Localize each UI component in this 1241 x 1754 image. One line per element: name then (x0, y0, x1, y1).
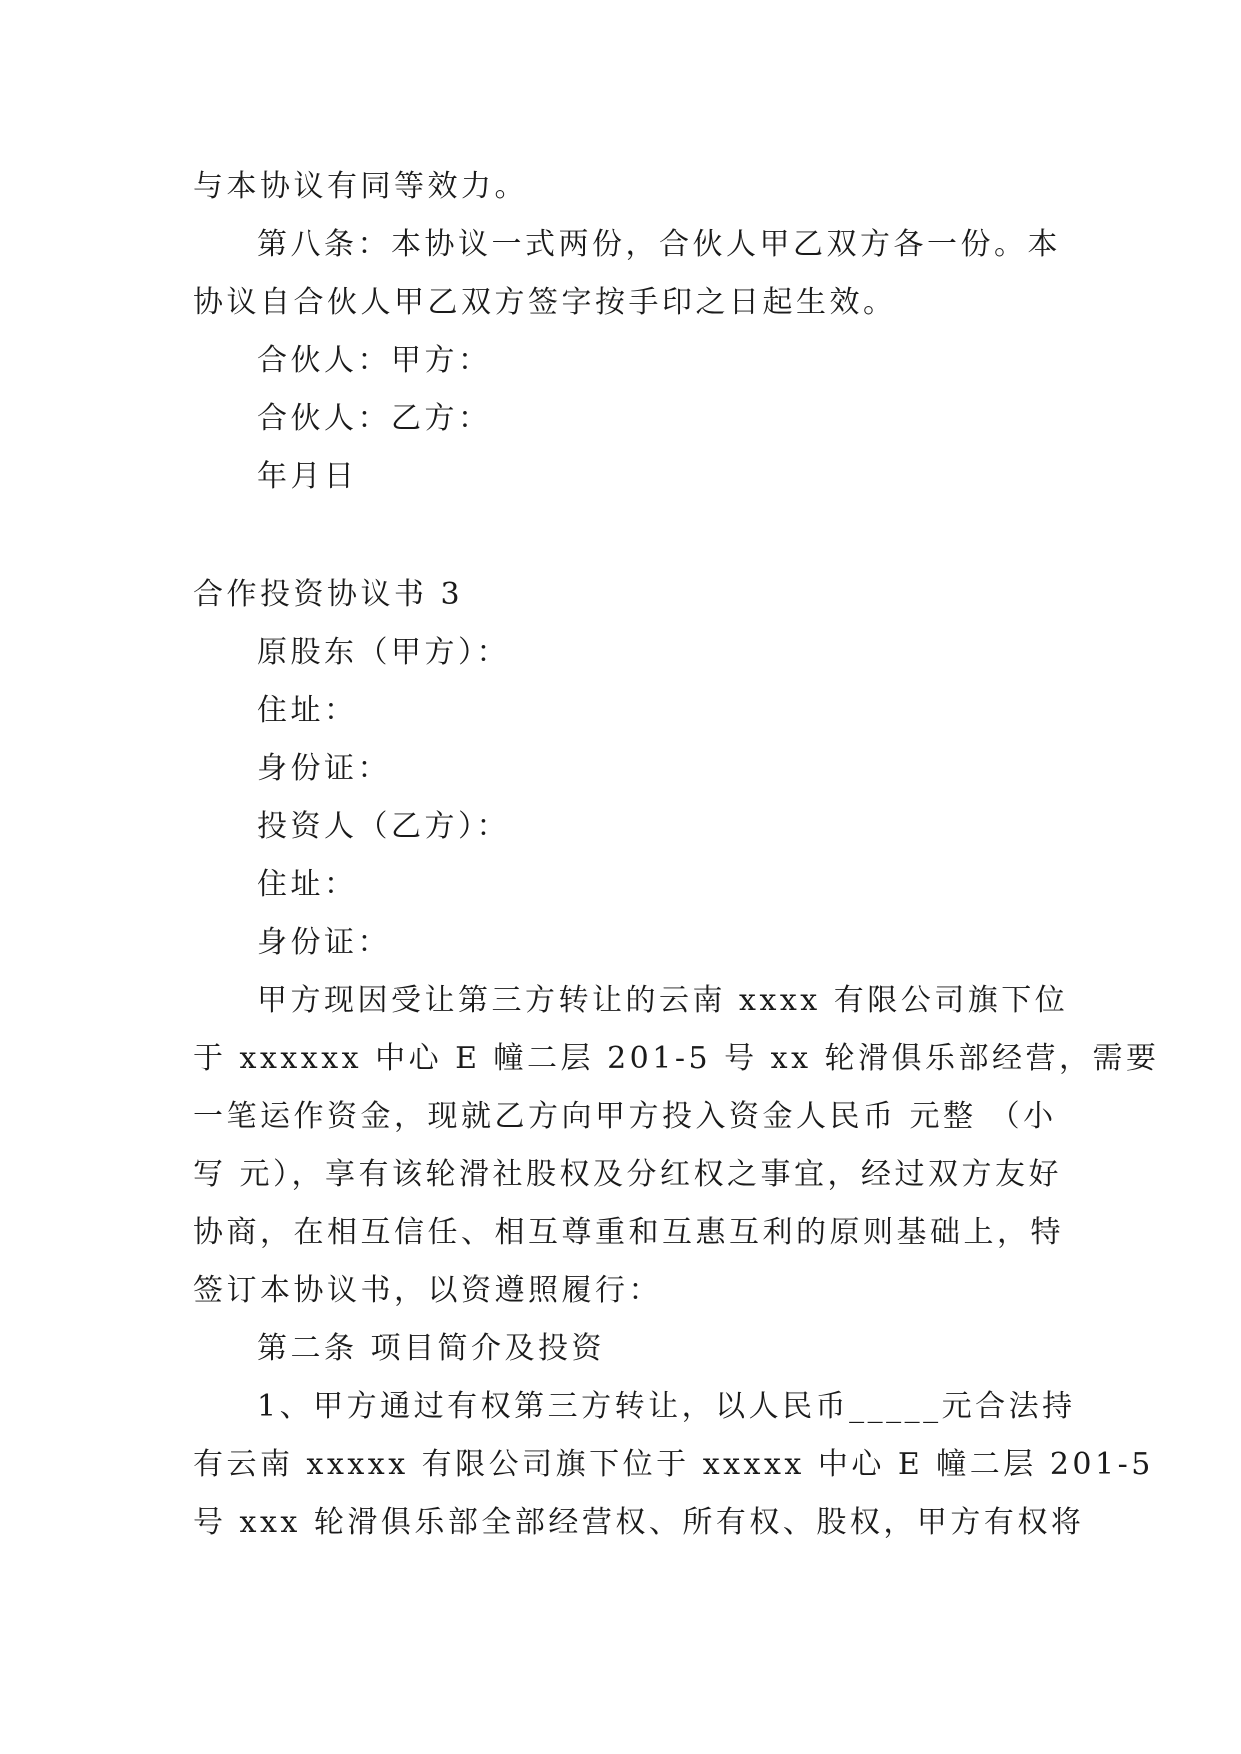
text-line: 一笔运作资金，现就乙方向甲方投入资金人民币 元整 （小 (193, 1099, 1057, 1134)
text-line: 第八条：本协议一式两份，合伙人甲乙双方各一份。本 (257, 227, 1061, 262)
text-line: 协商，在相互信任、相互尊重和互惠互利的原则基础上，特 (193, 1215, 1064, 1250)
text-line: 1、甲方通过有权第三方转让，以人民币_____元合法持 (257, 1389, 1076, 1424)
text-line: 原股东（甲方）： (257, 635, 510, 670)
agreement-3-section (193, 566, 1160, 1552)
section-gap (193, 506, 1055, 566)
text-line: 写 元），享有该轮滑社股权及分红权之事宜，经过双方友好 (193, 1157, 1063, 1192)
text-line: 签订本协议书，以资遵照履行： (193, 1273, 662, 1308)
text-line: 年月日 (257, 459, 358, 494)
text-line: 甲方现因受让第三方转让的云南 xxxx 有限公司旗下位 (257, 983, 1069, 1018)
text-line: 号 xxx 轮滑俱乐部全部经营权、所有权、股权，甲方有权将 (193, 1505, 1085, 1540)
text-line: 合作投资协议书 3 (193, 577, 464, 612)
text-line: 与本协议有同等效力。 (193, 169, 528, 204)
text-line: 合伙人：甲方： (257, 343, 492, 378)
text-line: 投资人（乙方）： (257, 809, 510, 844)
text-line: 协议自合伙人甲乙双方签字按手印之日起生效。 (193, 285, 897, 320)
agreement-closing-section (193, 158, 1061, 506)
document-body (193, 158, 1160, 1552)
text-line: 住址： (257, 693, 358, 728)
text-line: 于 xxxxxx 中心 E 幢二层 201-5 号 xx 轮滑俱乐部经营，需要 (193, 1041, 1160, 1076)
text-line: 住址： (257, 867, 358, 902)
text-line: 第二条 项目简介及投资 (257, 1331, 606, 1366)
text-line: 合伙人：乙方： (257, 401, 492, 436)
text-line: 身份证： (257, 925, 391, 960)
text-line: 有云南 xxxxx 有限公司旗下位于 xxxxx 中心 E 幢二层 201-5 (193, 1447, 1154, 1482)
text-line: 身份证： (257, 751, 391, 786)
